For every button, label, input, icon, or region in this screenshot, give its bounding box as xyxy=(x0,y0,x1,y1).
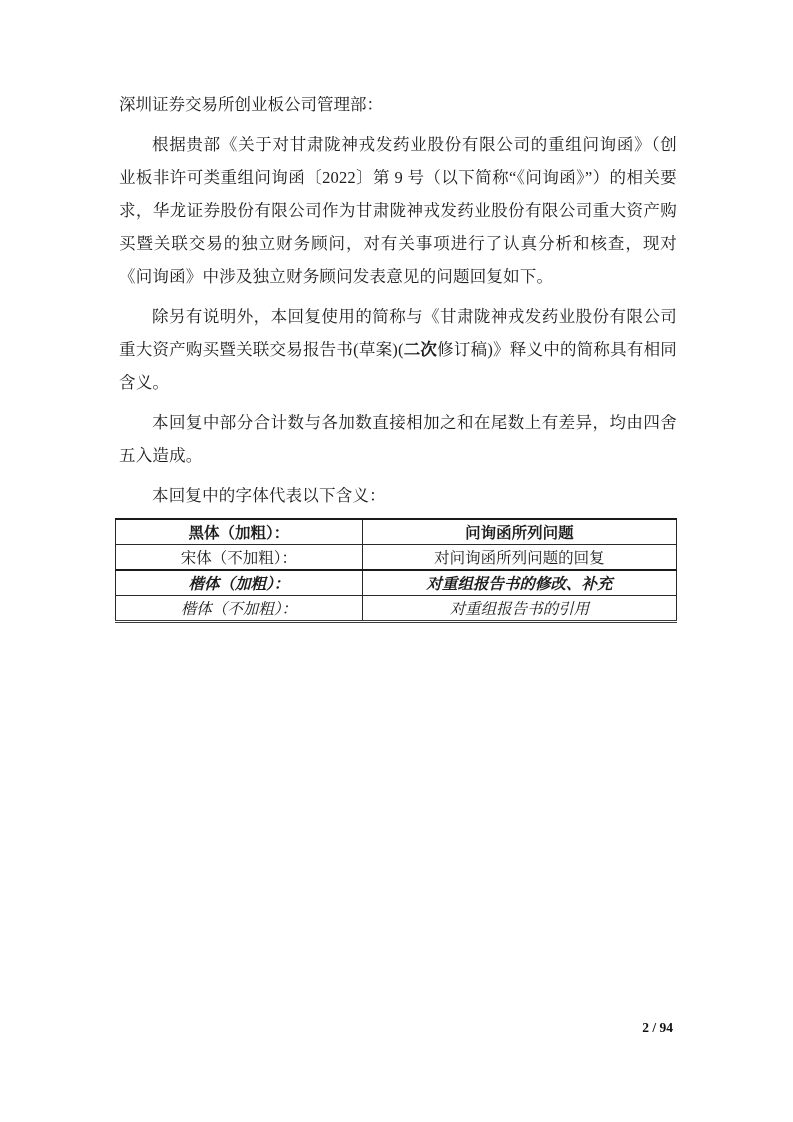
paragraph-inquiry-basis: 根据贵部《关于对甘肃陇神戎发药业股份有限公司的重组问询函》（创业板非许可类重组问询函〔2022〕第 9 号（以下简称“《问询函》”）的相关要求，华龙证券股份有限公司作为甘肃陇神戎发药业股份有限公司重大资产购买暨关联交易的独立财务顾问，对有关事项进行了认真分析和核查，现对《问询函》中涉及独立财务顾问发表意见的问题回复如下。 xyxy=(119,135,677,286)
meaning-cell: 问询函所列问题 xyxy=(362,519,676,545)
table-row-kaiti-bold xyxy=(116,570,677,596)
paragraph-abbreviations xyxy=(119,300,677,399)
font-legend-table-wrap xyxy=(115,518,677,623)
letter-body xyxy=(119,88,677,623)
font-legend-table xyxy=(115,518,677,623)
table-row-kaiti xyxy=(116,596,677,622)
paragraph-font-legend-intro: 本回复中的字体代表以下含义： xyxy=(152,486,386,505)
meaning-cell: 对重组报告书的修改、补充 xyxy=(362,570,676,596)
table-row-songti xyxy=(116,545,677,571)
salutation: 深圳证券交易所创业板公司管理部： xyxy=(119,95,383,114)
meaning-cell: 对问询函所列问题的回复 xyxy=(362,545,676,571)
bold-emphasis-second-revision: 二次 xyxy=(403,340,438,359)
paragraph-abbreviations-suffix: 修订稿)》释义中的简称具有相同含义。 xyxy=(119,340,677,392)
font-label-cell: 楷体（加粗）： xyxy=(116,570,363,596)
font-label-cell: 楷体（不加粗）： xyxy=(116,596,363,622)
table-row-heiti-bold xyxy=(116,519,677,545)
paragraph-abbreviations-prefix: 除另有说明外，本回复使用的简称与《甘肃陇神戎发药业股份有限公司重大资产购买暨关联交易报告书(草案)( xyxy=(119,307,677,359)
paragraph-rounding-note: 本回复中部分合计数与各加数直接相加之和在尾数上有差异，均由四舍五入造成。 xyxy=(119,413,677,465)
page-number: 2 / 94 xyxy=(642,1020,673,1035)
meaning-cell: 对重组报告书的引用 xyxy=(449,601,590,618)
font-label-cell: 宋体（不加粗）： xyxy=(116,545,363,571)
font-label-cell: 黑体（加粗）： xyxy=(116,519,363,545)
